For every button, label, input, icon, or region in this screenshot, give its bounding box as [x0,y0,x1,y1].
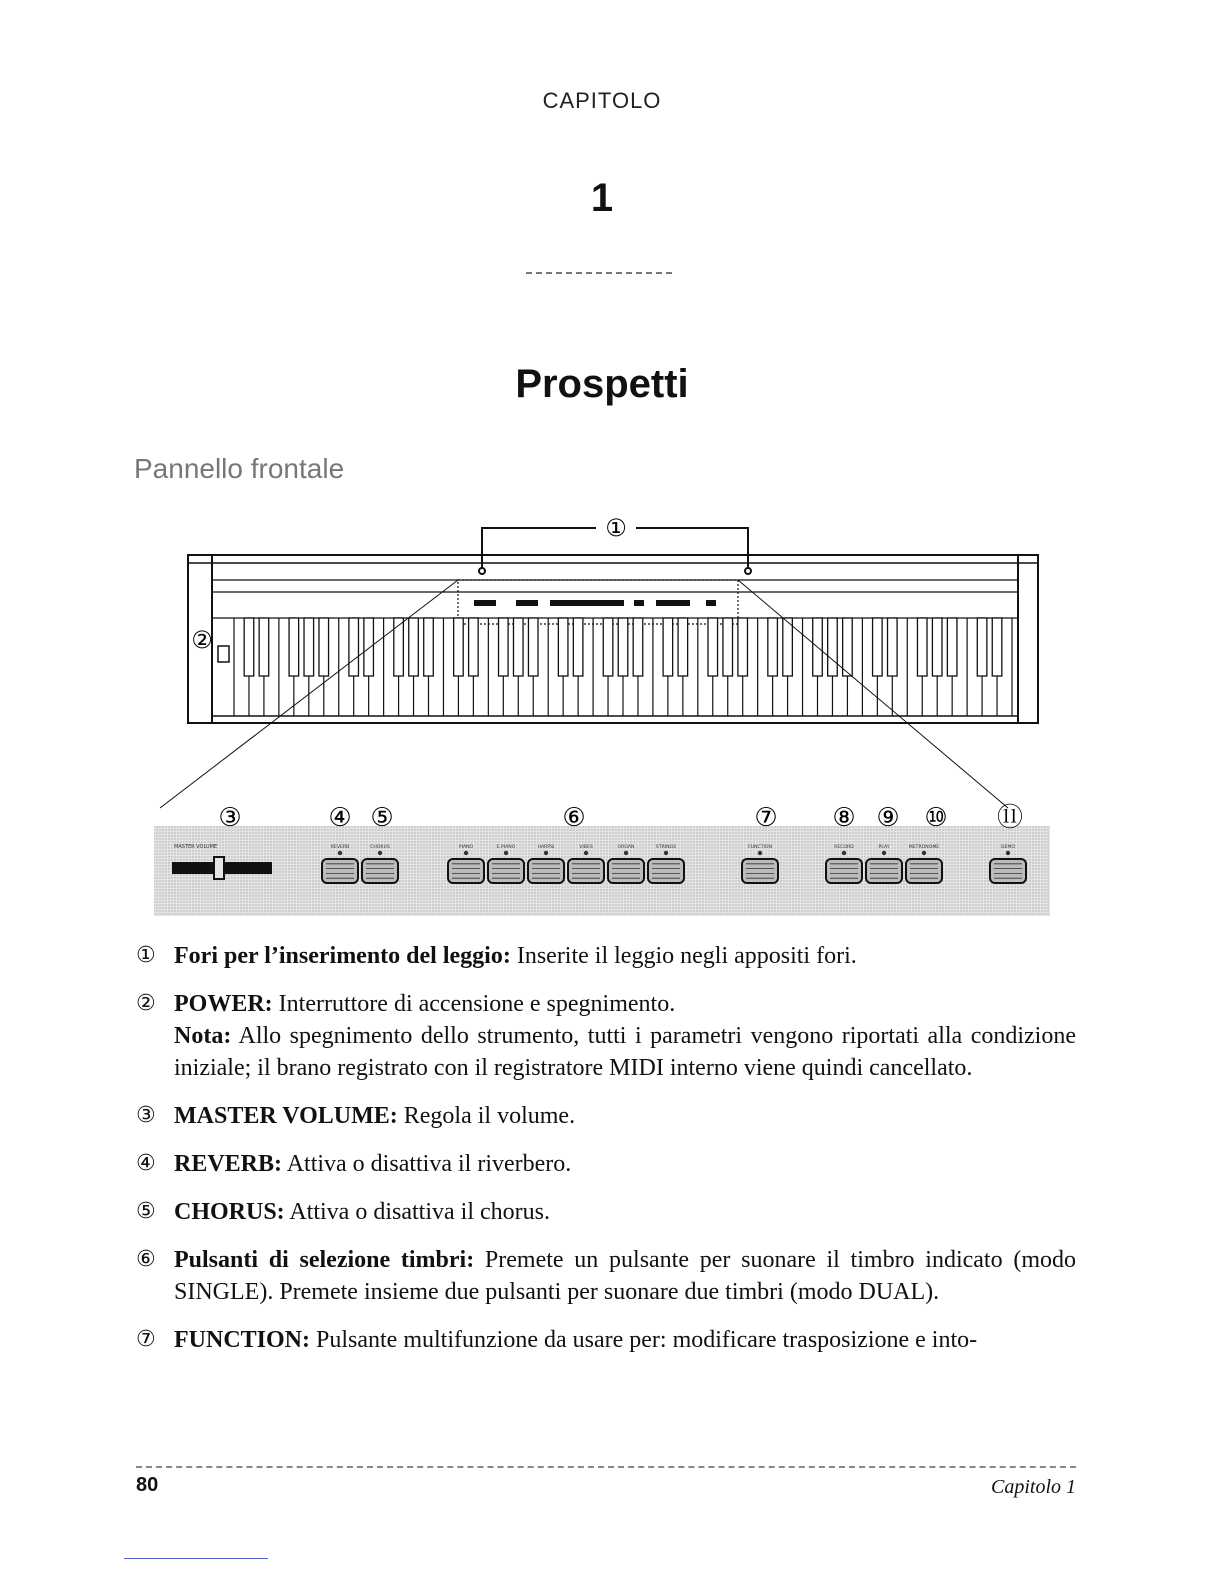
led-indicator [504,851,508,855]
item-number: ⑥ [136,1247,156,1272]
page-number: 80 [136,1474,159,1496]
item-label: Pulsanti di selezione timbri: [174,1247,475,1273]
black-key [424,618,434,676]
panel-label: HARPSI [537,845,555,850]
callout-11: ⑪ [996,803,1024,833]
item-list [136,940,1076,1372]
page-title: Prospetti [515,362,689,406]
front-panel-diagram [150,508,1050,920]
black-key [932,618,942,676]
item-text: Regola il volume. [397,1103,576,1129]
panel-button [648,859,684,883]
callout-5: ⑤ [370,803,394,833]
list-item [136,1148,1076,1180]
black-key [319,618,329,676]
led-indicator [664,851,668,855]
panel-button [322,859,358,883]
led-indicator [544,851,548,855]
section-heading: Pannello frontale [134,453,345,484]
led-indicator [882,851,886,855]
panel-button [608,859,644,883]
black-key [738,618,748,676]
item-text: Premete un pulsante per suonare il timbro indicato (modo SINGLE). Premete insieme due pulsanti per suonare due timbri (modo DUAL). [174,1247,1076,1305]
panel-button [448,859,484,883]
black-key [603,618,613,676]
black-key [244,618,254,676]
footer-rule [136,1466,1076,1468]
bottom-rule [124,1558,268,1559]
black-key [349,618,359,676]
slider-knob [214,857,224,879]
led-indicator [378,851,382,855]
callout-3: ③ [218,803,242,833]
item-text: Attiva o disattiva il chorus. [284,1199,550,1225]
panel-label: STRINGS [655,845,677,850]
black-key [304,618,314,676]
callout-4: ④ [328,803,352,833]
item-number: ⑤ [136,1199,156,1224]
black-key [977,618,987,676]
black-key [409,618,419,676]
item-number: ④ [136,1151,156,1176]
black-key [499,618,509,676]
callout-9: ⑨ [876,803,900,833]
panel-button [528,859,564,883]
item-text: Inserite il leggio negli appositi fori. [510,943,857,969]
black-key [843,618,853,676]
panel-button [826,859,862,883]
list-item [136,1196,1076,1228]
note-label: Nota: [174,1023,232,1049]
panel-label: CHORUS [370,845,390,850]
chapter-divider [526,272,672,274]
callout-7: ⑦ [754,803,778,833]
panel-button [742,859,778,883]
led-indicator [584,851,588,855]
led-indicator [1006,851,1010,855]
panel-button [990,859,1026,883]
led-indicator [922,851,926,855]
led-indicator [338,851,342,855]
black-key [469,618,479,676]
panel-button [568,859,604,883]
item-text: Pulsante multifunzione da usare per: modificare trasposizione e into- [310,1327,978,1353]
black-key [454,618,464,676]
list-item [136,1324,1076,1356]
black-key [663,618,673,676]
black-key [873,618,883,676]
black-key [633,618,643,676]
black-key [558,618,568,676]
led-indicator [842,851,846,855]
item-label: POWER: [174,991,273,1017]
panel-label: RECORD [834,845,854,850]
black-key [528,618,538,676]
list-item [136,1244,1076,1308]
black-key [947,618,957,676]
item-label: CHORUS: [174,1199,285,1225]
item-number: ⑦ [136,1327,156,1352]
footer-chapter: Capitolo 1 [990,1476,1076,1498]
list-item [136,988,1076,1084]
panel-label: PIANO [458,845,474,850]
item-number: ③ [136,1103,156,1128]
item-number: ① [136,943,156,968]
black-key [768,618,778,676]
black-key [513,618,523,676]
black-key [618,618,628,676]
chapter-label: CAPITOLO [542,88,662,113]
led-indicator [624,851,628,855]
panel-label: VIBES [579,845,593,850]
black-key [992,618,1002,676]
led-indicator [464,851,468,855]
note [174,1020,1076,1084]
black-key [723,618,733,676]
black-key [888,618,898,676]
panel-label: MASTER VOLUME [174,844,218,850]
black-key [783,618,793,676]
keyboard-body [188,555,1038,723]
item-label: REVERB: [174,1151,283,1177]
panel-label: FUNCTION [748,845,772,850]
callout-10: ⑩ [924,803,948,833]
panel-button [866,859,902,883]
callout-8: ⑧ [832,803,856,833]
chapter-number: 1 [590,176,614,220]
callout-1: ① [605,514,627,542]
black-key [828,618,838,676]
black-key [573,618,583,676]
panel-button [906,859,942,883]
black-key [678,618,688,676]
panel-label: E.PIANO [496,845,516,850]
callout-6: ⑥ [562,803,586,833]
black-key [259,618,269,676]
item-label: Fori per l’inserimento del leggio: [174,943,511,969]
item-label: MASTER VOLUME: [174,1103,398,1129]
black-key [394,618,404,676]
black-key [708,618,718,676]
black-key [364,618,374,676]
list-item [136,940,1076,972]
panel-button [488,859,524,883]
item-label: FUNCTION: [174,1327,310,1353]
callout-2: ② [191,626,213,654]
black-key [917,618,927,676]
item-number: ② [136,991,156,1016]
panel-label: PLAY [878,845,890,850]
item-text: Attiva o disattiva il riverbero. [282,1151,572,1177]
black-key [289,618,299,676]
panel-label: METRONOME [908,845,940,850]
panel-label: ORGAN [617,845,635,850]
panel-button [362,859,398,883]
panel-label: DEMO [1000,845,1016,850]
panel-label: REVERB [330,845,350,850]
list-item [136,1100,1076,1132]
item-text: Interruttore di accensione e spegnimento. [272,991,676,1017]
note-text: Allo spegnimento dello strumento, tutti i parametri vengono riportati alla condizione iniziale; il brano registrato con il registratore MIDI interno viene quindi cancellato. [174,1023,1076,1081]
led-indicator [758,851,762,855]
